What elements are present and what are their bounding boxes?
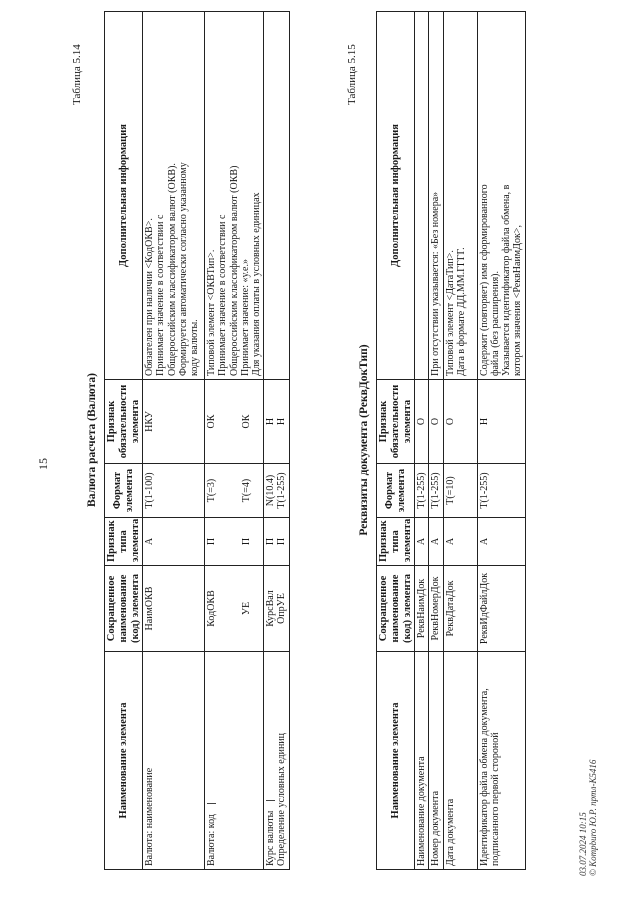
col-header: Дополнительная информация xyxy=(377,12,415,380)
cell-format: Т(=3) Т(=4) xyxy=(205,464,264,518)
col-header: Наименование элемента xyxy=(105,652,143,870)
col-header: Признак обязательности элемента xyxy=(377,380,415,464)
col-header: Формат элемента xyxy=(105,464,143,518)
currency-table xyxy=(104,11,290,870)
cell-code: КодОКВ УЕ xyxy=(205,566,264,652)
cell-type: П П xyxy=(205,518,264,566)
cell-type: А xyxy=(143,518,205,566)
table-row: Идентификатор файла обмена документа, подписанного первой стороной РеквИдФайлДок А Т(1-255) Н Содержит (повторяет) имя сформированного файла (без расширения). Указывается идентификатор файла обмена, в котором значения <РеквНаимДок>, xyxy=(477,12,525,870)
cell-type: П П xyxy=(264,518,289,566)
col-header: Формат элемента xyxy=(377,464,415,518)
cell-format: Т(1-100) xyxy=(143,464,205,518)
col-header: Признак обязательности элемента xyxy=(105,380,143,464)
cell-info xyxy=(143,12,205,380)
cell-name: Валюта: код xyxy=(205,652,264,870)
cell-format: N(10.4) Т(1-255) xyxy=(264,464,289,518)
header-row xyxy=(105,12,143,870)
table-number: Таблица 5.14 xyxy=(71,44,83,105)
info-line: Принимает значение в соответствии с xyxy=(155,214,167,376)
header-row xyxy=(377,12,415,870)
info-line: Формируется автоматически согласно указанному xyxy=(177,162,189,376)
table-row: Наименование документа РеквНаимДок А Т(1-255) О xyxy=(415,12,429,870)
cell-name: Курс валюты Определение условных единиц xyxy=(264,652,289,870)
table-number: Таблица 5.15 xyxy=(346,44,358,105)
table-title: Валюта расчета (Валюта) xyxy=(86,373,98,507)
cell-code: КурсВал ОпрУЕ xyxy=(264,566,289,652)
info-line: Общероссийским классификатором валют (ОКВ). xyxy=(166,163,178,376)
col-header: Наименование элемента xyxy=(377,652,415,870)
cell-code: НаимОКВ xyxy=(143,566,205,652)
table-row xyxy=(143,12,205,870)
cell-required: НКУ xyxy=(143,380,205,464)
cell-required: Н Н xyxy=(264,380,289,464)
document-details-table xyxy=(376,11,526,870)
info-line: коду валюты. xyxy=(189,319,200,376)
col-header: Сокращенное наименование (код) элемента xyxy=(377,566,415,652)
col-header: Признак типа элемента xyxy=(105,518,143,566)
print-stamp: 03.07.2024 10:15 © Kompburo Ю.Р. пртл-К5416 xyxy=(578,759,599,876)
cell-info: Содержит (повторяет) имя сформированного файла (без расширения). Указывается идентификатор файла обмена, в котором значения <РеквНаимДок>, xyxy=(477,12,525,380)
col-header: Дополнительная информация xyxy=(105,12,143,380)
cell-info xyxy=(264,12,289,380)
table-title: Реквизиты документа (РеквДокТип) xyxy=(358,344,370,536)
table-row: Дата документа РеквДатаДок А Т(=10) О Типовой элемент <ДатаТип>. Дата в формате ДД.ММ.ГГГГ. xyxy=(443,12,477,870)
col-header: Сокращенное наименование (код) элемента xyxy=(105,566,143,652)
table-row xyxy=(205,12,264,870)
cell-required: ОК ОК xyxy=(205,380,264,464)
page-number: 15 xyxy=(36,458,50,470)
cell-info: Типовой элемент <ДатаТип>. Дата в формате ДД.ММ.ГГГГ. xyxy=(443,12,477,380)
cell-name: Валюта: наименование xyxy=(143,652,205,870)
table-row: Номер документа РеквНомерДок А Т(1-255) О При отсутствии указывается: «Без номера» xyxy=(429,12,443,870)
table-row xyxy=(264,12,289,870)
cell-info: Типовой элемент <ОКВТип>. Принимает значение в соответствии с Общероссийским классификатором валют (ОКВ) Принимает значение: «у.е.» Для указания оплаты в условных единицах xyxy=(205,12,264,380)
info-line: Обязателен при наличии <КодОКВ>. xyxy=(144,218,156,376)
col-header: Признак типа элемента xyxy=(377,518,415,566)
